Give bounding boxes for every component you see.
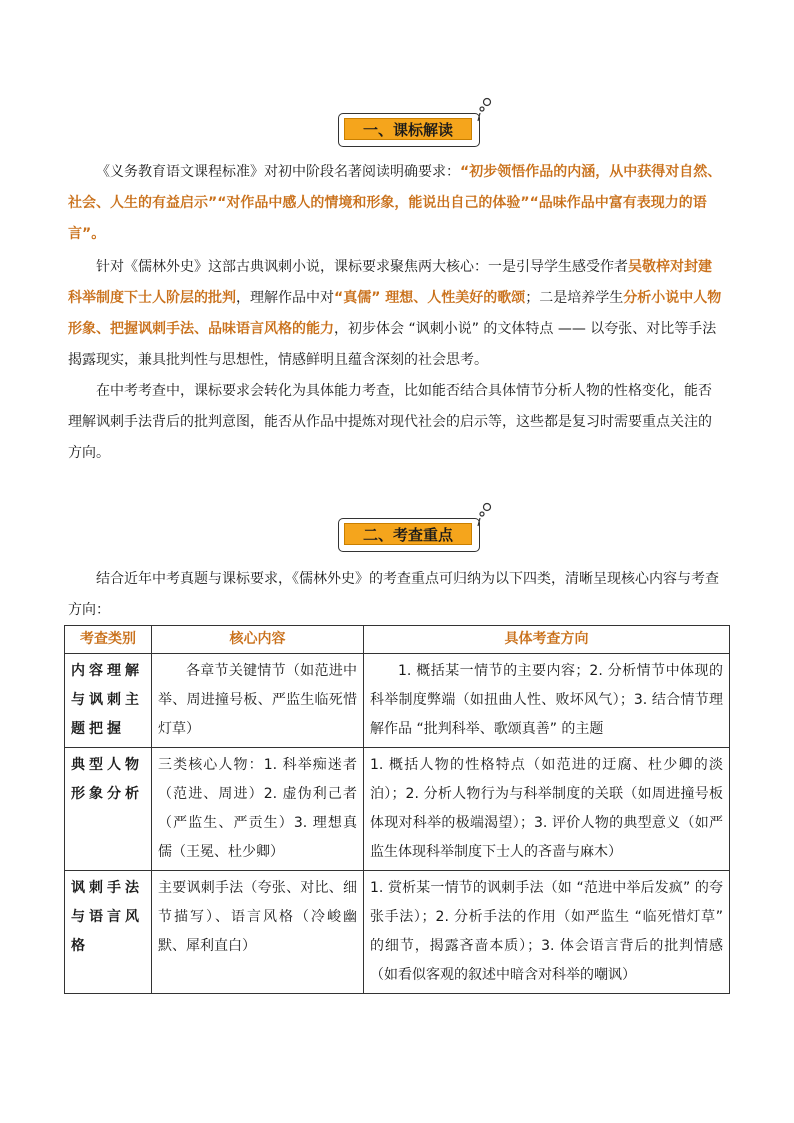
bubble-ornament-icon (474, 502, 494, 528)
row-category: 典型人物形象分析 (65, 748, 152, 871)
paragraph-exam: 在中考考查中，课标要求会转化为具体能力考查，比如能否结合具体情节分析人物的性格变化，能否理解讽刺手法背后的批判意图，能否从作品中提炼对现代社会的启示等，这些都是复习时需要重点关注的方向。 (68, 383, 712, 461)
para1-highlight: “初步领悟作品的内涵，从中获得对自然、社会、人生的有益启示”“对作品中感人的情境和形象，能说出自己的体验”“品味作品中富有表现力的语言” (68, 164, 722, 242)
para2-text-c: ，理解作品中对 (236, 290, 334, 306)
exam-focus-table (64, 625, 730, 994)
header-direction: 具体考查方向 (364, 626, 730, 654)
row-content: 三类核心人物：1. 科举痴迷者（范进、周进）2. 虚伪利己者（严监生、严贡生）3. 理想真儒（王冕、杜少卿） (152, 748, 364, 871)
row-direction: 1. 赏析某一情节的讽刺手法（如 “范进中举后发疯” 的夸张手法）；2. 分析手法的作用（如严监生 “临死惜灯草” 的细节，揭露吝啬本质）；3. 体会语言背后的批判情感（如看似客观的叙述中暗含对科举的嘲讽） (364, 871, 730, 994)
table-row (65, 748, 730, 871)
paragraph-intro: 结合近年中考真题与课标要求，《儒林外史》的考查重点可归纳为以下四类，清晰呈现核心内容与考查方向： (68, 571, 719, 618)
section-1-title: 一、课标解读 (344, 118, 472, 140)
para1-text: 《义务教育语文课程标准》对初中阶段名著阅读明确要求： (96, 164, 460, 180)
table-header-row (65, 626, 730, 654)
header-category: 考查类别 (65, 626, 152, 654)
para2-text-e: ；二是培养学生 (525, 290, 624, 306)
paragraph-standard (68, 157, 724, 250)
bubble-ornament-icon (474, 97, 494, 123)
table-row (65, 654, 730, 748)
para2-highlight-b: 吴敬梓对封建科举制度下士人阶层的批判 (68, 259, 712, 306)
para2-highlight-f: 分析小说中人物形象、把握讽刺手法、品味语言风格的能力 (68, 290, 722, 337)
para2-text-g: ，初步体会 “讽刺小说” 的文体特点 —— 以夸张、对比等手法揭露现实，兼具批判性与思想性，情感鲜明且蕴含深刻的社会思考。 (68, 321, 717, 368)
row-direction: 1. 概括某一情节的主要内容；2. 分析情节中体现的科举制度弊端（如扭曲人性、败坏风气）；3. 结合情节理解作品 “批判科举、歌颂真善” 的主题 (364, 654, 730, 748)
section-2-banner (338, 518, 480, 552)
para1-end: 。 (91, 226, 106, 242)
row-content: 主要讽刺手法（夸张、对比、细节描写）、语言风格（冷峻幽默、犀利直白） (152, 871, 364, 994)
row-category: 讽刺手法与语言风格 (65, 871, 152, 994)
row-category: 内容理解与讽刺主题把握 (65, 654, 152, 748)
row-content: 各章节关键情节（如范进中举、周进撞号板、严监生临死惜灯草） (152, 654, 364, 748)
row-direction: 1. 概括人物的性格特点（如范进的迂腐、杜少卿的淡泊）；2. 分析人物行为与科举制度的关联（如周进撞号板体现对科举的极端渴望）；3. 评价人物的典型意义（如严监生体现科举制度下士人的吝啬与麻木） (364, 748, 730, 871)
para2-highlight-d: “真儒” 理想、人性美好的歌颂 (334, 290, 526, 306)
paragraph-core (68, 252, 724, 376)
para2-text-a: 针对《儒林外史》这部古典讽刺小说，课标要求聚焦两大核心：一是引导学生感受作者 (96, 259, 628, 275)
table-row (65, 871, 730, 994)
header-content: 核心内容 (152, 626, 364, 654)
section-1-banner (338, 113, 480, 147)
section-2-title: 二、考查重点 (344, 523, 472, 545)
